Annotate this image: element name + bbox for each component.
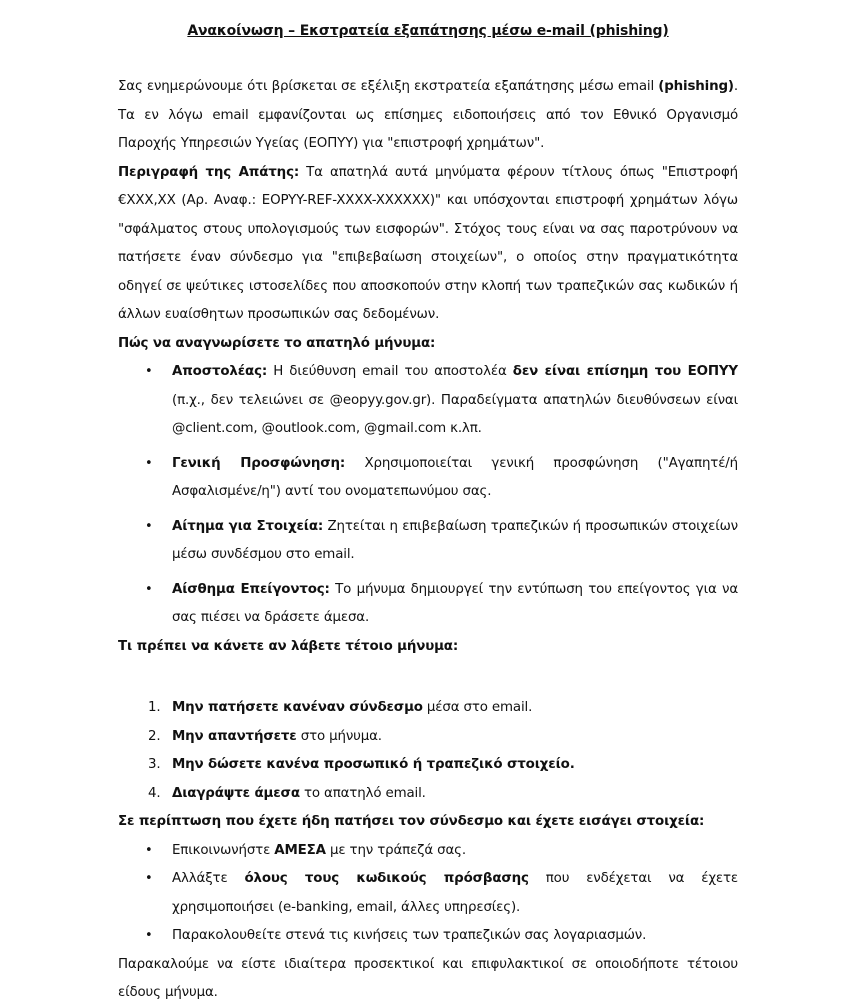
- recognize-list: [118, 358, 738, 633]
- bullet-icon: •: [145, 928, 153, 943]
- item-text: το απατηλό email.: [299, 785, 426, 801]
- item-number: 3.: [148, 757, 161, 772]
- recognize-heading: Πώς να αναγνωρίσετε το απατηλό μήνυμα:: [118, 335, 436, 351]
- item-text: Το μήνυμα δημιουργεί την εντύπωση του επείγοντος για να σας πιέσει να δράσετε άμεσα.: [172, 581, 739, 625]
- item-text: στο μήνυμα.: [296, 728, 382, 744]
- list-item: [118, 694, 738, 723]
- item-text: μέσα στο email.: [422, 700, 533, 715]
- intro-text-1: Σας ενημερώνουμε ότι βρίσκεται σε εξέλιξη εκστρατεία εξαπάτησης μέσω email: [118, 79, 659, 94]
- item-text: Η διεύθυνση email του αποστολέα: [267, 364, 513, 379]
- list-item: [118, 922, 738, 951]
- description-label: Περιγραφή της Απάτης:: [118, 164, 300, 180]
- todo-heading: Τι πρέπει να κάνετε αν λάβετε τέτοιο μήνυμα:: [118, 638, 459, 654]
- document-body: [118, 73, 738, 1008]
- clicked-list: [118, 837, 738, 951]
- closing-paragraph: Παρακαλούμε να είστε ιδιαίτερα προσεκτικοί και επιφυλακτικοί σε οποιοδήποτε τέτοιου είδους μήνυμα.: [118, 956, 738, 1000]
- list-item: [118, 865, 738, 922]
- list-item: [118, 513, 738, 570]
- item-bold-text: ΑΜΕΣΑ: [274, 842, 326, 858]
- item-text: Αλλάξτε: [172, 871, 245, 886]
- list-item: [118, 751, 738, 780]
- item-label: Αποστολέας:: [172, 364, 268, 379]
- intro-paragraph: [118, 73, 738, 159]
- intro-phishing-bold: (phishing): [658, 79, 734, 94]
- list-item: [118, 780, 738, 809]
- list-item: [118, 723, 738, 752]
- item-text: Επικοινωνήστε: [172, 842, 275, 858]
- description-paragraph: [118, 159, 738, 330]
- item-bold-text: Διαγράψτε άμεσα: [172, 785, 300, 801]
- item-text: που ενδέχεται να έχετε χρησιμοποιήσει (e-banking, email, άλλες υπηρεσίες).: [172, 871, 738, 915]
- bullet-icon: •: [145, 455, 153, 471]
- description-text: Τα απατηλά αυτά μηνύματα φέρουν τίτλους όπως "Επιστροφή €XXX,XX (Αρ. Αναφ.: EOPYY-REF-XXXX-XXXXXX)" και υπόσχονται επιστροφή χρημάτων λόγω "σφάλματος στους υπολογισμούς των εισφορών". Στόχος τους είναι να σας παροτρύνουν να πατήσετε έναν σύνδεσμο για "επιβεβαίωση στοιχείων", ο οποίος στην πραγματικότητα οδηγεί σε ψεύτικες ιστοσελίδες που αποσκοπούν στην κλοπή των τραπεζικών σας κωδικών ή άλλων ευαίσθητων προσωπικών σας δεδομένων.: [118, 164, 738, 322]
- todo-list: [118, 694, 738, 808]
- spacer: [118, 661, 738, 694]
- bullet-icon: •: [145, 364, 153, 379]
- item-number: 4.: [148, 785, 161, 801]
- page-title: Ανακοίνωση – Εκστρατεία εξαπάτησης μέσω e-mail (phishing): [187, 23, 669, 39]
- bullet-icon: •: [145, 581, 153, 597]
- item-bold-text: δεν είναι επίσημη του ΕΟΠΥΥ: [512, 364, 738, 379]
- item-number: 1.: [148, 700, 161, 715]
- list-item: [118, 837, 738, 866]
- item-text: Ζητείται η επιβεβαίωση τραπεζικών ή προσωπικών στοιχείων μέσω συνδέσμου στο email.: [172, 518, 738, 562]
- item-bold-text: Μην απαντήσετε: [172, 728, 297, 744]
- item-text: Χρησιμοποιείται γενική προσφώνηση ("Αγαπητέ/ή Ασφαλισμένε/η") αντί του ονοματεπωνύμου σας.: [172, 455, 738, 499]
- item-number: 2.: [148, 728, 161, 744]
- bullet-icon: •: [145, 871, 153, 886]
- item-bold-text: Μην πατήσετε κανέναν σύνδεσμο: [172, 700, 423, 715]
- item-bold-text: όλους τους κωδικούς πρόσβασης: [244, 871, 529, 886]
- item-label: Γενική Προσφώνηση:: [172, 455, 346, 471]
- item-text: Παρακολουθείτε στενά τις κινήσεις των τραπεζικών σας λογαριασμών.: [172, 928, 647, 943]
- list-item: [118, 450, 738, 507]
- item-label: Αίτημα για Στοιχεία:: [172, 518, 324, 534]
- intro-text-2: . Τα εν λόγω email εμφανίζονται ως επίσημες ειδοποιήσεις από τον Εθνικό Οργανισμό Παροχής Υπηρεσιών Υγείας (ΕΟΠΥΥ) για "επιστροφή χρημάτων".: [118, 79, 738, 151]
- bullet-icon: •: [145, 518, 153, 534]
- bullet-icon: •: [145, 842, 153, 858]
- item-label: Αίσθημα Επείγοντος:: [172, 581, 330, 597]
- item-text: με την τράπεζά σας.: [325, 842, 466, 858]
- list-item: [118, 576, 738, 633]
- item-text: (π.χ., δεν τελειώνει σε @eopyy.gov.gr). Παραδείγματα απατηλών διευθύνσεων είναι @client.com, @outlook.com, @gmail.com κ.λπ.: [172, 392, 738, 436]
- item-bold-text: Μην δώσετε κανένα προσωπικό ή τραπεζικό στοιχείο.: [172, 757, 575, 772]
- clicked-heading: Σε περίπτωση που έχετε ήδη πατήσει τον σύνδεσμο και έχετε εισάγει στοιχεία:: [118, 814, 705, 829]
- list-item: [118, 358, 738, 444]
